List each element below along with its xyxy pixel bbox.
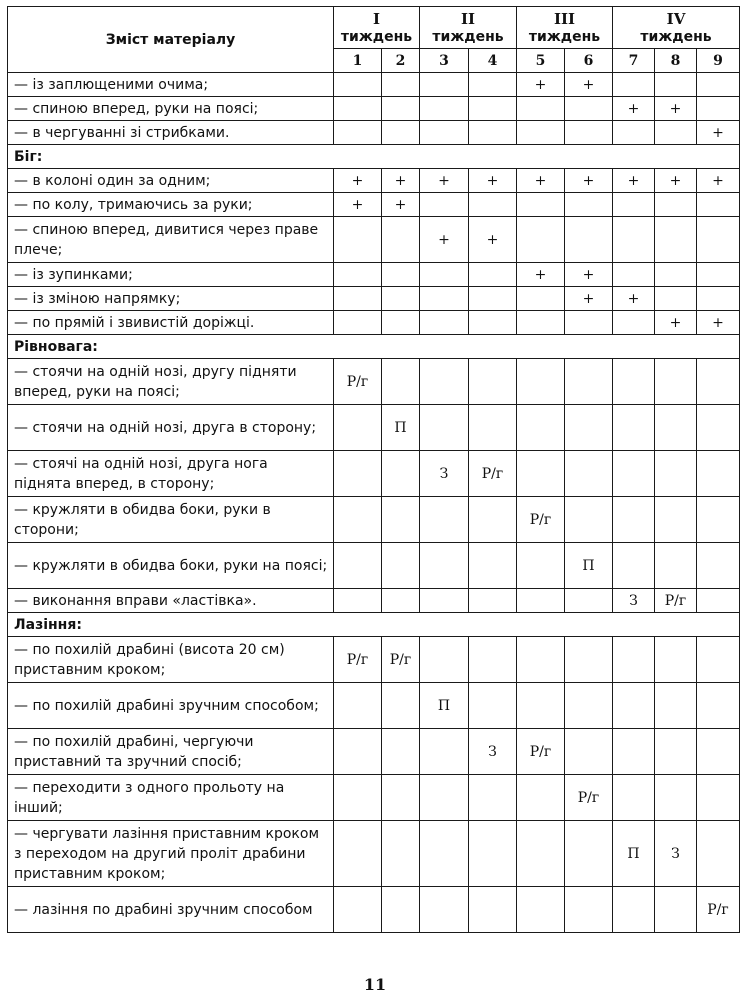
lesson-mark-cell [697, 405, 740, 451]
lesson-mark-cell: Р/г [565, 775, 613, 821]
exercise-description: — спиною вперед, дивитися через праве плече; [8, 217, 334, 263]
lesson-mark-cell: + [334, 169, 382, 193]
lesson-mark-cell [420, 821, 469, 887]
lesson-mark-cell [565, 359, 613, 405]
lesson-mark-cell [655, 683, 697, 729]
exercise-description: — переходити з одного прольоту на інший; [8, 775, 334, 821]
lesson-mark-cell [517, 451, 565, 497]
lesson-mark-cell [613, 193, 655, 217]
section-row [8, 335, 740, 359]
lesson-mark-cell: Р/г [334, 637, 382, 683]
lesson-number: 5 [517, 49, 565, 73]
lesson-mark-cell: Р/г [655, 589, 697, 613]
week-word: тиждень [640, 28, 712, 45]
lesson-mark-cell [334, 821, 382, 887]
lesson-mark-cell [420, 729, 469, 775]
lesson-mark-cell [655, 543, 697, 589]
lesson-mark-cell: + [565, 73, 613, 97]
lesson-mark-cell [517, 405, 565, 451]
lesson-mark-cell [565, 729, 613, 775]
lesson-mark-cell: + [517, 169, 565, 193]
lesson-mark-cell [334, 683, 382, 729]
lesson-mark-cell [613, 637, 655, 683]
lesson-mark-cell [613, 543, 655, 589]
lesson-mark-cell [334, 73, 382, 97]
lesson-mark-cell [517, 359, 565, 405]
lesson-mark-cell [469, 887, 517, 933]
table-row [8, 359, 740, 405]
exercise-description: — стоячи на одній нозі, другу підняти вперед, руки на поясі; [8, 359, 334, 405]
lesson-mark-cell: + [517, 263, 565, 287]
exercise-description: — кружляти в обидва боки, руки на поясі; [8, 543, 334, 589]
week-number: III [553, 9, 576, 28]
lesson-mark-cell [382, 217, 420, 263]
table-body [8, 73, 740, 933]
lesson-mark-cell: + [382, 169, 420, 193]
lesson-mark-cell [382, 451, 420, 497]
lesson-mark-cell: П [565, 543, 613, 589]
table-row [8, 73, 740, 97]
lesson-mark-cell [469, 821, 517, 887]
lesson-mark-cell: + [334, 193, 382, 217]
exercise-description: — лазіння по драбині зручним способом [8, 887, 334, 933]
week-word: тиждень [528, 28, 601, 45]
lesson-mark-cell [420, 263, 469, 287]
lesson-mark-cell [565, 121, 613, 145]
lesson-mark-cell [469, 637, 517, 683]
lesson-mark-cell [655, 775, 697, 821]
exercise-description: — із заплющеними очима; [8, 73, 334, 97]
lesson-mark-cell [655, 451, 697, 497]
lesson-mark-cell [334, 121, 382, 145]
week-number: I [372, 9, 381, 28]
lesson-mark-cell [655, 887, 697, 933]
lesson-mark-cell [382, 775, 420, 821]
lesson-mark-cell [655, 193, 697, 217]
lesson-mark-cell [697, 543, 740, 589]
lesson-mark-cell [420, 637, 469, 683]
lesson-mark-cell [565, 637, 613, 683]
lesson-mark-cell: + [613, 287, 655, 311]
lesson-mark-cell [420, 287, 469, 311]
lesson-mark-cell: + [565, 169, 613, 193]
lesson-mark-cell [420, 887, 469, 933]
table-row [8, 497, 740, 543]
lesson-mark-cell [334, 311, 382, 335]
lesson-mark-cell [613, 311, 655, 335]
lesson-mark-cell: З [420, 451, 469, 497]
table-row [8, 775, 740, 821]
lesson-mark-cell [420, 589, 469, 613]
lesson-mark-cell [697, 497, 740, 543]
table-row [8, 589, 740, 613]
lesson-mark-cell [469, 359, 517, 405]
table-row [8, 887, 740, 933]
lesson-number: 8 [655, 49, 697, 73]
lesson-mark-cell [382, 121, 420, 145]
lesson-mark-cell: + [420, 217, 469, 263]
lesson-mark-cell [382, 311, 420, 335]
lesson-number: 6 [565, 49, 613, 73]
lesson-mark-cell: + [655, 311, 697, 335]
exercise-description: — по колу, тримаючись за руки; [8, 193, 334, 217]
table-row [8, 683, 740, 729]
lesson-mark-cell [420, 775, 469, 821]
section-row [8, 145, 740, 169]
lesson-mark-cell [334, 287, 382, 311]
lesson-mark-cell [697, 729, 740, 775]
exercise-description: — спиною вперед, руки на поясі; [8, 97, 334, 121]
lesson-mark-cell [517, 775, 565, 821]
page-number: 11 [363, 975, 387, 994]
lesson-mark-cell [613, 497, 655, 543]
lesson-mark-cell [469, 263, 517, 287]
lesson-mark-cell [469, 405, 517, 451]
week-header-3 [517, 7, 613, 49]
lesson-mark-cell [334, 217, 382, 263]
table-row [8, 451, 740, 497]
lesson-mark-cell [697, 775, 740, 821]
lesson-mark-cell [334, 451, 382, 497]
lesson-mark-cell [469, 497, 517, 543]
lesson-mark-cell [469, 311, 517, 335]
lesson-mark-cell [697, 73, 740, 97]
week-header-1 [334, 7, 420, 49]
lesson-mark-cell [517, 821, 565, 887]
lesson-mark-cell [697, 589, 740, 613]
exercise-description: — в чергуванні зі стрибками. [8, 121, 334, 145]
lesson-mark-cell [420, 193, 469, 217]
lesson-mark-cell [613, 405, 655, 451]
table-row [8, 637, 740, 683]
lesson-mark-cell: + [697, 311, 740, 335]
lesson-mark-cell [382, 497, 420, 543]
table-row [8, 287, 740, 311]
section-heading: Рівновага: [8, 335, 740, 359]
lesson-number: 1 [334, 49, 382, 73]
lesson-mark-cell [565, 217, 613, 263]
lesson-mark-cell [565, 311, 613, 335]
lesson-mark-cell: + [613, 169, 655, 193]
lesson-mark-cell [655, 497, 697, 543]
lesson-mark-cell: П [382, 405, 420, 451]
lesson-mark-cell [382, 589, 420, 613]
lesson-mark-cell [655, 263, 697, 287]
lesson-mark-cell [697, 263, 740, 287]
lesson-mark-cell: + [565, 263, 613, 287]
lesson-mark-cell [517, 193, 565, 217]
lesson-mark-cell: Р/г [517, 497, 565, 543]
lesson-mark-cell [469, 683, 517, 729]
lesson-mark-cell: + [613, 97, 655, 121]
lesson-mark-cell [382, 73, 420, 97]
lesson-mark-cell [517, 543, 565, 589]
exercise-description: — по похилій драбині зручним способом; [8, 683, 334, 729]
lesson-mark-cell [382, 543, 420, 589]
lesson-mark-cell [697, 359, 740, 405]
exercise-description: — стоячі на одній нозі, друга нога піднята вперед, в сторону; [8, 451, 334, 497]
lesson-mark-cell [613, 683, 655, 729]
lesson-mark-cell [697, 683, 740, 729]
lesson-mark-cell [420, 97, 469, 121]
lesson-mark-cell [613, 73, 655, 97]
lesson-mark-cell [382, 263, 420, 287]
lesson-mark-cell [334, 729, 382, 775]
lesson-mark-cell [469, 775, 517, 821]
lesson-mark-cell [697, 451, 740, 497]
lesson-mark-cell [334, 97, 382, 121]
lesson-mark-cell [613, 451, 655, 497]
lesson-mark-cell [420, 405, 469, 451]
exercise-description: — із зупинками; [8, 263, 334, 287]
lesson-number: 7 [613, 49, 655, 73]
lesson-mark-cell [382, 729, 420, 775]
lesson-mark-cell: + [697, 169, 740, 193]
lesson-mark-cell [469, 543, 517, 589]
lesson-mark-cell [655, 359, 697, 405]
lesson-number: 2 [382, 49, 420, 73]
exercise-description: — по прямій і звивистій доріжці. [8, 311, 334, 335]
lesson-mark-cell [420, 73, 469, 97]
lesson-mark-cell: + [469, 169, 517, 193]
section-heading: Біг: [8, 145, 740, 169]
week-number: II [460, 9, 476, 28]
lesson-mark-cell [613, 121, 655, 145]
lesson-mark-cell: П [613, 821, 655, 887]
lesson-mark-cell [655, 287, 697, 311]
lesson-mark-cell [613, 775, 655, 821]
lesson-mark-cell [382, 97, 420, 121]
table-row [8, 543, 740, 589]
lesson-mark-cell [420, 497, 469, 543]
lesson-mark-cell: + [655, 169, 697, 193]
lesson-mark-cell [334, 589, 382, 613]
lesson-mark-cell [517, 217, 565, 263]
table-row [8, 217, 740, 263]
lesson-mark-cell [655, 729, 697, 775]
lesson-mark-cell: З [469, 729, 517, 775]
lesson-mark-cell: + [697, 121, 740, 145]
week-header-2 [420, 7, 517, 49]
lesson-mark-cell [517, 121, 565, 145]
lesson-mark-cell [517, 311, 565, 335]
lesson-mark-cell: Р/г [517, 729, 565, 775]
lesson-mark-cell [382, 821, 420, 887]
lesson-mark-cell [334, 543, 382, 589]
week-number: IV [666, 9, 686, 28]
lesson-mark-cell: + [517, 73, 565, 97]
lesson-mark-cell [517, 683, 565, 729]
lesson-mark-cell [565, 451, 613, 497]
lesson-mark-cell: Р/г [469, 451, 517, 497]
exercise-description: — в колоні один за одним; [8, 169, 334, 193]
lesson-number: 4 [469, 49, 517, 73]
lesson-mark-cell: З [655, 821, 697, 887]
table-row [8, 405, 740, 451]
lesson-mark-cell [469, 589, 517, 613]
table-row [8, 821, 740, 887]
table-row [8, 121, 740, 145]
lesson-mark-cell [613, 217, 655, 263]
lesson-mark-cell [655, 217, 697, 263]
lesson-mark-cell [613, 887, 655, 933]
lesson-mark-cell [565, 821, 613, 887]
lesson-mark-cell [469, 97, 517, 121]
lesson-mark-cell [565, 497, 613, 543]
lesson-mark-cell: З [613, 589, 655, 613]
lesson-mark-cell [655, 121, 697, 145]
week-word: тиждень [340, 28, 413, 45]
lesson-mark-cell [655, 73, 697, 97]
section-row [8, 613, 740, 637]
lesson-mark-cell [517, 637, 565, 683]
lesson-mark-cell [469, 193, 517, 217]
lesson-mark-cell [655, 637, 697, 683]
lesson-mark-cell [565, 887, 613, 933]
lesson-mark-cell: + [655, 97, 697, 121]
exercise-description: — стоячи на одній нозі, друга в сторону; [8, 405, 334, 451]
lesson-mark-cell [697, 821, 740, 887]
lesson-mark-cell [517, 97, 565, 121]
lesson-mark-cell [420, 311, 469, 335]
lesson-mark-cell [565, 589, 613, 613]
lesson-mark-cell [697, 97, 740, 121]
lesson-mark-cell [334, 497, 382, 543]
lesson-mark-cell [334, 775, 382, 821]
lesson-mark-cell [565, 97, 613, 121]
exercise-description: — із зміною напрямку; [8, 287, 334, 311]
lesson-mark-cell [697, 193, 740, 217]
lesson-mark-cell [655, 405, 697, 451]
exercise-description: — чергувати лазіння приставним кроком з переходом на другий проліт драбини приставним кроком; [8, 821, 334, 887]
lesson-mark-cell [420, 543, 469, 589]
lesson-mark-cell [420, 359, 469, 405]
table-row [8, 169, 740, 193]
lesson-number: 3 [420, 49, 469, 73]
exercise-description: — по похилій драбині (висота 20 см) приставним кроком; [8, 637, 334, 683]
lesson-mark-cell [613, 263, 655, 287]
lesson-mark-cell [382, 887, 420, 933]
lesson-mark-cell: Р/г [334, 359, 382, 405]
lesson-number: 9 [697, 49, 740, 73]
lesson-mark-cell [613, 729, 655, 775]
lesson-mark-cell: П [420, 683, 469, 729]
table-row [8, 97, 740, 121]
lesson-mark-cell [697, 637, 740, 683]
lesson-mark-cell [334, 405, 382, 451]
lesson-mark-cell [613, 359, 655, 405]
lesson-mark-cell [382, 359, 420, 405]
lesson-mark-cell [382, 287, 420, 311]
section-heading: Лазіння: [8, 613, 740, 637]
lesson-mark-cell [334, 887, 382, 933]
lesson-mark-cell: + [565, 287, 613, 311]
lesson-mark-cell [469, 121, 517, 145]
lesson-mark-cell [469, 287, 517, 311]
week-word: тиждень [432, 28, 504, 45]
lesson-mark-cell [565, 405, 613, 451]
lesson-plan-table [7, 6, 740, 933]
table-row [8, 311, 740, 335]
exercise-description: — по похилій драбині, чергуючи приставний та зручний спосіб; [8, 729, 334, 775]
content-column-header: Зміст матеріалу [8, 7, 334, 73]
lesson-mark-cell: Р/г [697, 887, 740, 933]
table-row [8, 729, 740, 775]
table-row [8, 193, 740, 217]
lesson-mark-cell: + [420, 169, 469, 193]
week-header-4 [613, 7, 740, 49]
lesson-mark-cell [420, 121, 469, 145]
lesson-mark-cell [697, 217, 740, 263]
lesson-mark-cell: + [382, 193, 420, 217]
lesson-mark-cell [517, 589, 565, 613]
lesson-mark-cell [469, 73, 517, 97]
lesson-mark-cell [565, 683, 613, 729]
lesson-mark-cell [334, 263, 382, 287]
lesson-mark-cell [697, 287, 740, 311]
lesson-mark-cell [517, 287, 565, 311]
lesson-mark-cell [382, 683, 420, 729]
lesson-mark-cell: Р/г [382, 637, 420, 683]
exercise-description: — кружляти в обидва боки, руки в сторони; [8, 497, 334, 543]
lesson-mark-cell [517, 887, 565, 933]
lesson-mark-cell [565, 193, 613, 217]
lesson-mark-cell: + [469, 217, 517, 263]
table-row [8, 263, 740, 287]
exercise-description: — виконання вправи «ластівка». [8, 589, 334, 613]
